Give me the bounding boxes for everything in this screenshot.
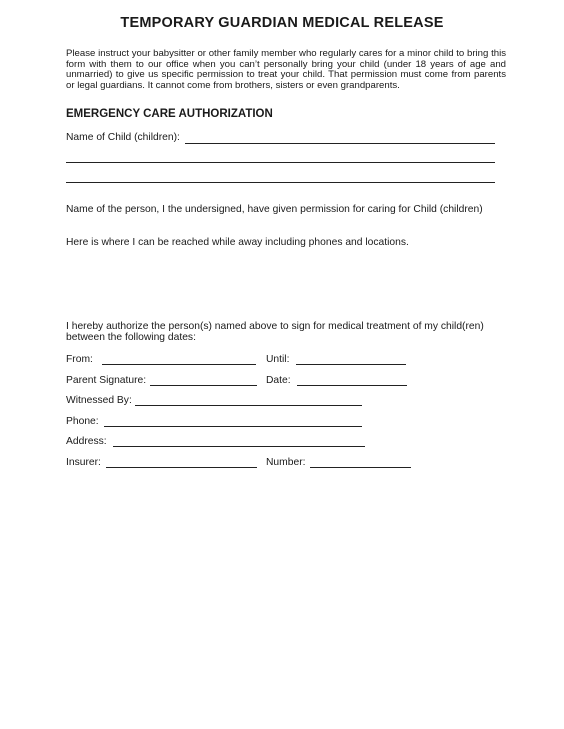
parent-signature-label: Parent Signature: xyxy=(66,375,147,386)
insurer-field-line[interactable] xyxy=(106,467,257,468)
child-name-line-2[interactable] xyxy=(66,162,495,163)
until-field-line[interactable] xyxy=(296,364,406,365)
date-label: Date: xyxy=(266,375,291,386)
number-label: Number: xyxy=(266,457,306,468)
parent-signature-line[interactable] xyxy=(150,385,257,386)
contact-statement: Here is where I can be reached while away including phones and locations. xyxy=(66,237,409,248)
from-field-line[interactable] xyxy=(102,364,256,365)
from-label: From: xyxy=(66,354,93,365)
intro-paragraph: Please instruct your babysitter or other family member who regularly cares for a minor child to bring this form with them to our office when you can’t personally bring your child (under 18 years of age and unmarried) to give us specific permission to treat your child. That permission must come from parents or legal guardians. It cannot come from brothers, sisters or even grandparents. xyxy=(66,48,506,91)
form-title: TEMPORARY GUARDIAN MEDICAL RELEASE xyxy=(120,15,444,31)
until-label: Until: xyxy=(266,354,290,365)
section-heading: EMERGENCY CARE AUTHORIZATION xyxy=(66,108,273,120)
authorize-statement-line-2: between the following dates: xyxy=(66,332,196,343)
person-statement: Name of the person, I the undersigned, have given permission for caring for Child (children) xyxy=(66,204,483,215)
number-field-line[interactable] xyxy=(310,467,411,468)
phone-field-line[interactable] xyxy=(104,426,362,427)
address-label: Address: xyxy=(66,436,107,447)
phone-label: Phone: xyxy=(66,416,99,427)
date-field-line[interactable] xyxy=(297,385,407,386)
address-field-line[interactable] xyxy=(113,446,365,447)
insurer-label: Insurer: xyxy=(66,457,101,468)
child-name-line-3[interactable] xyxy=(66,182,495,183)
witnessed-by-label: Witnessed By: xyxy=(66,395,132,406)
child-name-label: Name of Child (children): xyxy=(66,132,180,143)
child-name-line-1[interactable] xyxy=(185,143,495,144)
witnessed-by-line[interactable] xyxy=(135,405,362,406)
authorize-statement-line-1: I hereby authorize the person(s) named above to sign for medical treatment of my child(ren) xyxy=(66,321,484,332)
